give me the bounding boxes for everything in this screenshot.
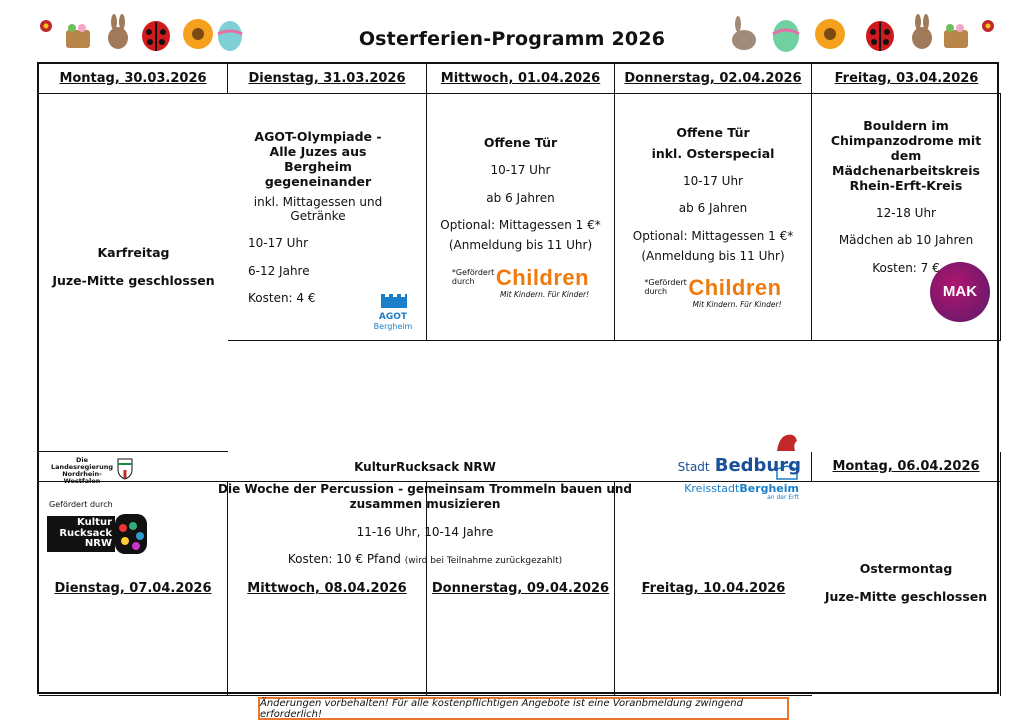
schedule-table: [37, 62, 999, 694]
event-cost: Kosten: 4 €: [248, 291, 316, 306]
event-cell-mon1: [228, 94, 427, 341]
event-age: ab 6 Jahren: [486, 190, 555, 205]
event-time: 10-17 Uhr: [248, 236, 309, 251]
day-header: Freitag, 03.04.2026: [812, 64, 1001, 94]
kulturrucksack-description: Die Woche der Percussion - gemeinsam Trommeln bauen und zusammen musizieren: [218, 482, 632, 511]
event-title: Ostermontag: [859, 561, 953, 576]
event-age: ab 6 Jahren: [678, 201, 748, 216]
event-option: Optional: Mittagessen 1 €*: [632, 228, 794, 243]
day-header: Dienstag, 07.04.2026: [39, 482, 228, 696]
day-header: Mittwoch, 08.04.2026: [228, 482, 427, 696]
event-age: Mädchen ab 10 Jahren: [838, 233, 974, 248]
event-title: Bouldern im Chimpanzodrome mit dem Mädchenarbeitskreis Rhein-Erft-Kreis: [830, 118, 982, 193]
event-time: 10-17 Uhr: [682, 173, 743, 188]
kulturrucksack-logo: Kultur Rucksack NRW: [47, 516, 115, 552]
day-header: Donnerstag, 09.04.2026: [427, 482, 615, 696]
notice-box: Änderungen vorbehalten! Für alle kostenpflichtigen Angebote ist eine Voranbmeldung zwingend erforderlich!: [258, 697, 789, 720]
event-cost: Kosten: 7 €: [872, 260, 940, 275]
event-age: 6-12 Jahre: [248, 263, 310, 278]
agot-logo: AGOT Bergheim: [370, 288, 416, 332]
page-title: Osterferien-Programm 2026: [358, 28, 666, 50]
event-registration: (Anmeldung bis 11 Uhr): [641, 248, 785, 263]
event-title: Offene Tür: [676, 124, 750, 140]
event-time: 12-18 Uhr: [875, 206, 936, 220]
kulturrucksack-cost: Kosten: 10 € Pfand (wird bei Teilnahme zurückgezahlt): [287, 551, 563, 566]
event-title: Karfreitag: [97, 244, 170, 260]
event-option: Optional: Mittagessen 1 €*: [440, 218, 601, 232]
event-registration: (Anmeldung bis 11 Uhr): [448, 238, 593, 253]
kulturrucksack-cell: [39, 452, 812, 566]
kulturrucksack-time: 11-16 Uhr, 10-14 Jahre: [356, 525, 494, 540]
day-header: Donnerstag, 02.04.2026: [615, 64, 812, 94]
event-title: AGOT-Olympiade - Alle Juzes aus Bergheim gegeneinander: [254, 128, 382, 189]
stadt-bedburg-logo: Stadt Bedburg: [678, 431, 801, 475]
day-header: Montag, 06.04.2026: [812, 452, 1001, 482]
event-extra: inkl. Mittagessen und Getränke: [253, 194, 383, 223]
event-cell-fri1: [39, 94, 228, 452]
lion-icon: [773, 431, 801, 453]
day-header: Freitag, 10.04.2026: [615, 482, 812, 696]
event-title: Offene Tür: [483, 135, 558, 151]
kulturrucksack-title: KulturRucksack NRW: [354, 460, 496, 474]
event-cell-wed1: [615, 94, 812, 341]
event-subtitle: Juze-Mitte geschlossen: [824, 589, 988, 604]
nrw-government-label: Die Landesregierung Nordrhein-Westfalen: [50, 456, 114, 486]
castle-icon: [379, 288, 407, 308]
event-subtitle: Juze-Mitte geschlossen: [52, 272, 215, 288]
day-header: Mittwoch, 01.04.2026: [427, 64, 615, 94]
day-header: Montag, 30.03.2026: [39, 64, 228, 94]
kreisstadt-bergheim-logo: KreisstadtBergheim an der Erft: [684, 464, 799, 501]
event-subtitle: inkl. Osterspecial: [651, 145, 775, 161]
event-cell-tue1: [427, 94, 615, 341]
funded-by-label: Gefördert durch: [49, 500, 113, 509]
event-cell-mon2: [812, 482, 1001, 696]
event-cell-thu1: [812, 94, 1001, 341]
children-logo: *Gefördert durch Children Mit Kindern. Für Kinder!: [451, 264, 590, 299]
nrw-coat-of-arms-icon: [117, 458, 133, 480]
day-header: Dienstag, 31.03.2026: [228, 64, 427, 94]
mak-logo: MAK: [930, 262, 990, 322]
event-time: 10-17 Uhr: [490, 163, 551, 178]
children-logo: *Gefördert durch Children Mit Kindern. Für Kinder!: [644, 275, 782, 310]
